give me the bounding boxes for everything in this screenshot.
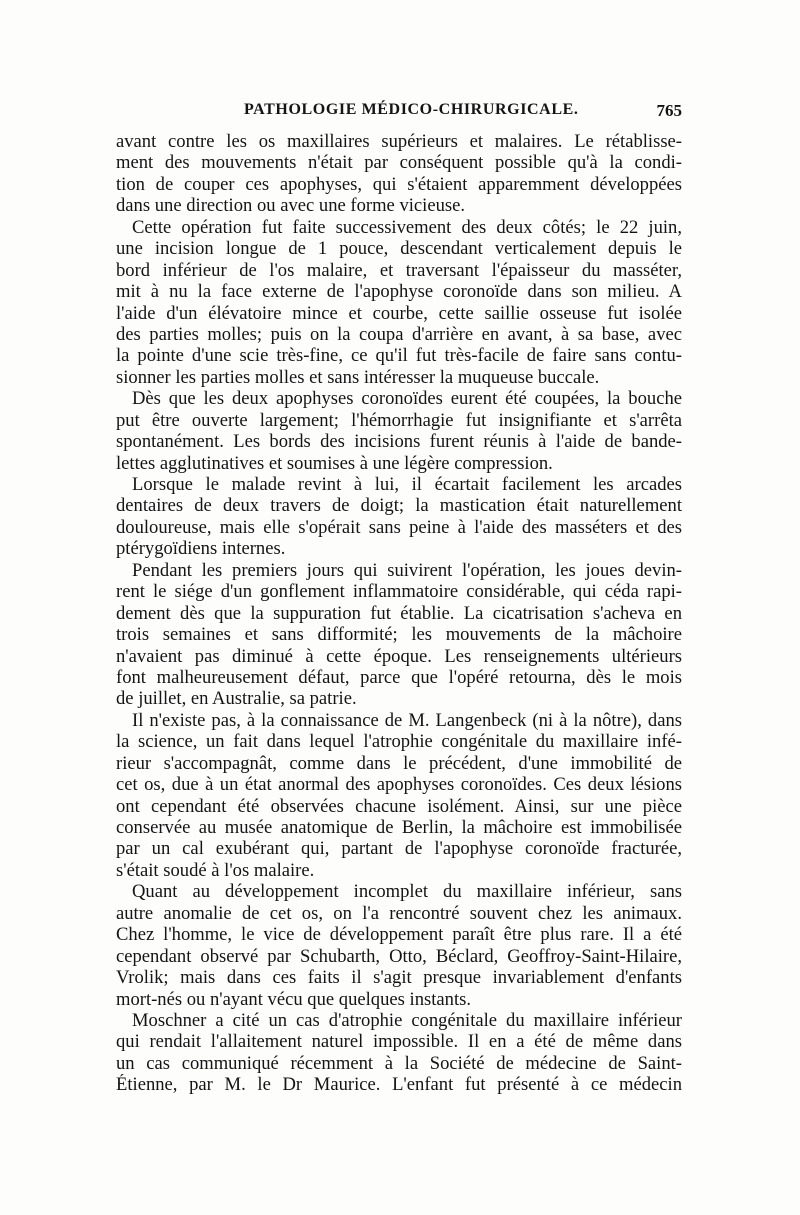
text-line: Il n'existe pas, à la connaissance de M. Langenbeck (ni à la nôtre), dans [132, 709, 682, 731]
text-line: trois semaines et sans difformité; les mouvements de la mâchoire [116, 624, 682, 646]
text-line: Pendant les premiers jours qui suivirent l'opération, les joues devin- [132, 559, 682, 581]
page-header [116, 101, 682, 125]
text-line: lettes agglutinatives et soumises à une légère compression. [116, 452, 553, 474]
text-line: tion de couper ces apophyses, qui s'étaient apparemment développées [116, 173, 682, 195]
text-line: la science, un fait dans lequel l'atrophie congénitale du maxillaire infé- [116, 731, 682, 753]
text-line: qui rendait l'allaitement naturel impossible. Il en a été de même dans [116, 1031, 682, 1053]
text-line: de juillet, en Australie, sa patrie. [116, 688, 357, 710]
text-line: conservée au musée anatomique de Berlin, la mâchoire est immobilisée [116, 817, 682, 838]
text-line: une incision longue de 1 pouce, descendant verticalement depuis le [116, 238, 682, 260]
text-line: Quant au développement incomplet du maxillaire inférieur, sans [132, 881, 682, 903]
text-line: avant contre les os maxillaires supérieurs et malaires. Le rétablisse- [116, 131, 682, 152]
text-line: ont cependant été observées chacune isolément. Ainsi, sur une pièce [116, 795, 682, 817]
text-line: autre anomalie de cet os, on l'a rencontré souvent chez les animaux. [116, 902, 682, 924]
text-line: put être ouverte largement; l'hémorrhagie fut insignifiante et s'arrêta [116, 409, 682, 431]
text-line: l'aide d'un élévatoire mince et courbe, cette saillie osseuse fut isolée [116, 302, 682, 324]
text-line: dentaires de deux travers de doigt; la mastication était naturellement [116, 495, 682, 517]
text-line: dans une direction ou avec une forme vicieuse. [116, 195, 466, 217]
text-line: un cas communiqué récemment à la Société de médecine de Saint- [116, 1052, 682, 1074]
body-text [116, 131, 682, 1096]
text-line: la pointe d'une scie très-fine, ce qu'il fut très-facile de faire sans contu- [116, 345, 682, 367]
text-line: rent le siége d'un gonflement inflammatoire considérable, qui céda rapi- [116, 581, 682, 603]
text-line: dement dès que la suppuration fut établie. La cicatrisation s'acheva en [116, 602, 682, 624]
text-line: Vrolik; mais dans ces faits il s'agit presque invariablement d'enfants [116, 967, 682, 989]
text-line: sionner les parties molles et sans intéresser la muqueuse buccale. [116, 366, 600, 388]
text-line: Dès que les deux apophyses coronoïdes eurent été coupées, la bouche [132, 388, 682, 410]
text-line: rieur s'accompagnât, comme dans le précédent, d'une immobilité de [116, 752, 682, 774]
text-line: font malheureusement défaut, parce que l'opéré retourna, dès le mois [116, 666, 682, 688]
running-title: PATHOLOGIE MÉDICO-CHIRURGICALE. [244, 101, 579, 118]
text-line: Moschner a cité un cas d'atrophie congénitale du maxillaire inférieur [132, 1009, 682, 1031]
text-line: douloureuse, mais elle s'opérait sans peine à l'aide des masséters et des [116, 516, 682, 538]
text-line: cet os, due à un état anormal des apophyses coronoïdes. Ces deux lésions [116, 774, 682, 796]
text-line: ptérygoïdiens internes. [116, 538, 286, 560]
text-line: Étienne, par M. le Dr Maurice. L'enfant fut présenté à ce médecin [116, 1074, 682, 1096]
text-line: cependant observé par Schubarth, Otto, Béclard, Geoffroy-Saint-Hilaire, [116, 945, 682, 967]
text-line: n'avaient pas diminué à cette époque. Les renseignements ultérieurs [116, 645, 682, 667]
text-line: Chez l'homme, le vice de développement paraît être plus rare. Il a été [116, 924, 682, 946]
page-number: 765 [656, 101, 682, 120]
text-line: spontanément. Les bords des incisions furent réunis à l'aide de bande- [116, 431, 682, 453]
text-line: Cette opération fut faite successivement des deux côtés; le 22 juin, [132, 216, 682, 238]
text-line: par un cal exubérant qui, partant de l'apophyse coronoïde fracturée, [116, 838, 682, 860]
text-line: ment des mouvements n'était par conséquent possible qu'à la condi- [116, 152, 682, 174]
text-line: Lorsque le malade revint à lui, il écartait facilement les arcades [132, 474, 682, 495]
text-line: s'était soudé à l'os malaire. [116, 859, 315, 881]
text-line: bord inférieur de l'os malaire, et traversant l'épaisseur du masséter, [116, 259, 682, 281]
text-line: des parties molles; puis on la coupa d'arrière en avant, à sa base, avec [116, 323, 682, 345]
text-line: mit à nu la face externe de l'apophyse coronoïde dans son milieu. A [116, 281, 682, 303]
text-line: mort-nés ou n'ayant vécu que quelques instants. [116, 988, 471, 1010]
